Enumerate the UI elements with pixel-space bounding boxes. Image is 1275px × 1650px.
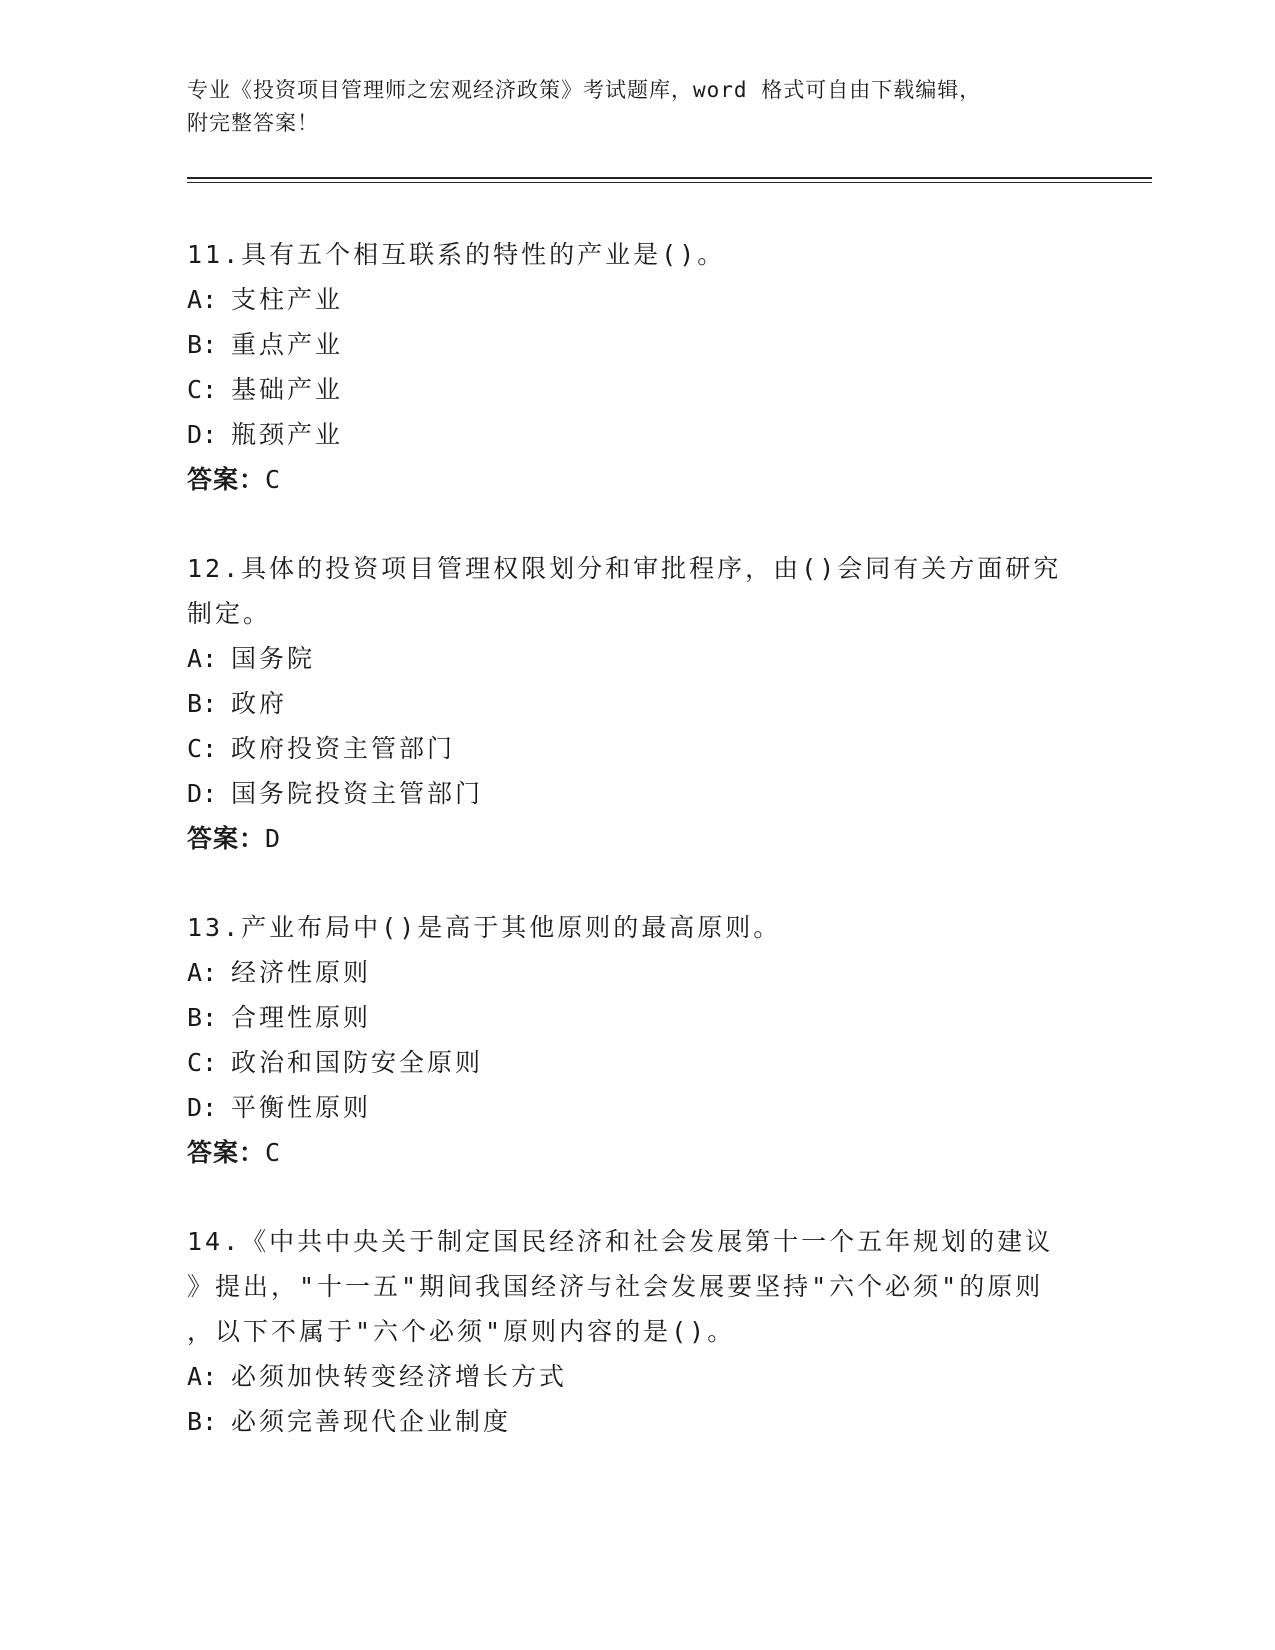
- question-stem-continued: ，以下不属于"六个必须"原则内容的是()。: [187, 1317, 736, 1346]
- answer: [187, 1130, 1067, 1175]
- option-label: C:: [187, 734, 218, 763]
- header-line-2: 附完整答案！: [187, 111, 319, 135]
- question-12: [187, 546, 1067, 861]
- option-text: 政治和国防安全原则: [231, 1048, 484, 1077]
- option-label: B:: [187, 689, 218, 718]
- option-label: C:: [187, 1048, 218, 1077]
- option-d: [187, 1085, 1067, 1130]
- option-a: [187, 636, 1067, 681]
- header-divider-thick: [187, 177, 1152, 179]
- option-text: 平衡性原则: [231, 1093, 372, 1122]
- option-label: B:: [187, 330, 218, 359]
- option-label: C:: [187, 375, 218, 404]
- option-d: [187, 771, 1067, 816]
- question-list: [187, 232, 1067, 1488]
- question-stem: 12.具体的投资项目管理权限划分和审批程序，由()会同有关方面研究: [187, 554, 1062, 583]
- option-c: [187, 367, 1067, 412]
- option-label: A:: [187, 644, 218, 673]
- option-label: B:: [187, 1003, 218, 1032]
- option-label: D:: [187, 779, 218, 808]
- question-11: [187, 232, 1067, 502]
- option-text: 合理性原则: [231, 1003, 372, 1032]
- question-stem-continued: 制定。: [187, 599, 272, 628]
- option-b: [187, 322, 1067, 367]
- answer-label: 答案：: [187, 465, 266, 494]
- answer-value: C: [265, 1138, 281, 1167]
- option-text: 政府: [231, 689, 288, 718]
- option-label: B:: [187, 1407, 218, 1436]
- question-stem-continued: 》提出，"十一五"期间我国经济与社会发展要坚持"六个必须"的原则: [187, 1272, 1044, 1301]
- option-b: [187, 681, 1067, 726]
- option-a: [187, 277, 1067, 322]
- option-text: 基础产业: [231, 375, 344, 404]
- question-stem: 11.具有五个相互联系的特性的产业是()。: [187, 240, 726, 269]
- option-label: A:: [187, 958, 218, 987]
- answer-value: D: [265, 824, 281, 853]
- option-label: D:: [187, 1093, 218, 1122]
- option-c: [187, 1040, 1067, 1085]
- answer-value: C: [265, 465, 281, 494]
- option-d: [187, 412, 1067, 457]
- option-b: [187, 1399, 1067, 1444]
- option-text: 经济性原则: [231, 958, 372, 987]
- option-text: 支柱产业: [231, 285, 344, 314]
- option-text: 国务院投资主管部门: [231, 779, 484, 808]
- option-text: 政府投资主管部门: [231, 734, 456, 763]
- option-a: [187, 1354, 1067, 1399]
- option-c: [187, 726, 1067, 771]
- option-a: [187, 950, 1067, 995]
- option-text: 重点产业: [231, 330, 344, 359]
- option-label: A:: [187, 285, 218, 314]
- answer-label: 答案：: [187, 824, 266, 853]
- option-text: 必须完善现代企业制度: [231, 1407, 512, 1436]
- header-line-1: 专业《投资项目管理师之宏观经济政策》考试题库，word 格式可自由下载编辑，: [187, 78, 982, 102]
- question-13: [187, 905, 1067, 1175]
- option-b: [187, 995, 1067, 1040]
- answer-label: 答案：: [187, 1138, 266, 1167]
- document-header: [187, 74, 1087, 140]
- option-text: 瓶颈产业: [231, 420, 344, 449]
- question-14: [187, 1219, 1067, 1444]
- question-stem: 13.产业布局中()是高于其他原则的最高原则。: [187, 913, 782, 942]
- header-divider-thin: [187, 182, 1152, 183]
- answer: [187, 816, 1067, 861]
- option-label: A:: [187, 1362, 218, 1391]
- option-text: 必须加快转变经济增长方式: [231, 1362, 568, 1391]
- question-stem: 14.《中共中央关于制定国民经济和社会发展第十一个五年规划的建议: [187, 1227, 1054, 1256]
- answer: [187, 457, 1067, 502]
- option-label: D:: [187, 420, 218, 449]
- option-text: 国务院: [231, 644, 316, 673]
